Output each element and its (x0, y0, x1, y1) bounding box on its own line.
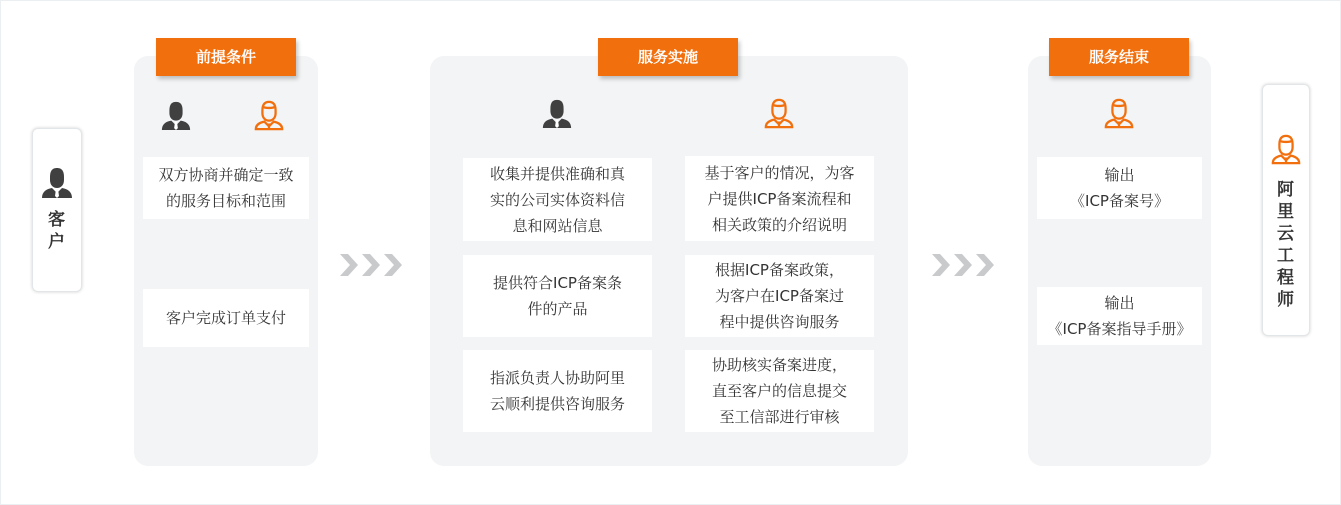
completion-item-icp-number: 输出 《ICP备案号》 (1037, 157, 1202, 219)
prereq-item-goals: 双方协商并确定一致 的服务目标和范围 (143, 157, 309, 219)
user-orange-icon (1103, 96, 1135, 130)
user-orange-icon (1270, 132, 1302, 166)
impl-customer-item-assign: 指派负责人协助阿里 云顺利提供咨询服务 (463, 350, 652, 432)
phase-prerequisites-title: 前提条件 (156, 38, 296, 76)
flow-chevrons-1 (338, 252, 410, 278)
impl-customer-item-product: 提供符合ICP备案条 件的产品 (463, 255, 652, 337)
completion-item-guide: 输出 《ICP备案指导手册》 (1037, 287, 1202, 345)
user-dark-icon (40, 165, 74, 199)
prereq-item-payment: 客户完成订单支付 (143, 289, 309, 347)
customer-card (32, 128, 82, 292)
flow-chevrons-2 (930, 252, 1002, 278)
impl-engineer-item-intro: 基于客户的情况，为客 户提供ICP备案流程和 相关政策的介绍说明 (685, 156, 874, 241)
phase-completion-title: 服务结束 (1049, 38, 1189, 76)
impl-engineer-item-consult: 根据ICP备案政策， 为客户在ICP备案过 程中提供咨询服务 (685, 255, 874, 337)
user-dark-icon (160, 98, 192, 132)
impl-customer-item-materials: 收集并提供准确和真 实的公司实体资料信 息和网站信息 (463, 158, 652, 241)
engineer-label-text: 阿里云工程师 (1277, 180, 1296, 310)
user-orange-icon (763, 96, 795, 130)
impl-engineer-item-verify: 协助核实备案进度， 直至客户的信息提交 至工信部进行审核 (685, 350, 874, 432)
user-orange-icon (253, 98, 285, 132)
engineer-card (1262, 84, 1310, 336)
customer-label-text: 客户 (48, 210, 67, 252)
user-dark-icon (541, 96, 573, 130)
phase-implementation-title: 服务实施 (598, 38, 738, 76)
customer-label (45, 209, 69, 253)
engineer-label (1274, 179, 1298, 311)
